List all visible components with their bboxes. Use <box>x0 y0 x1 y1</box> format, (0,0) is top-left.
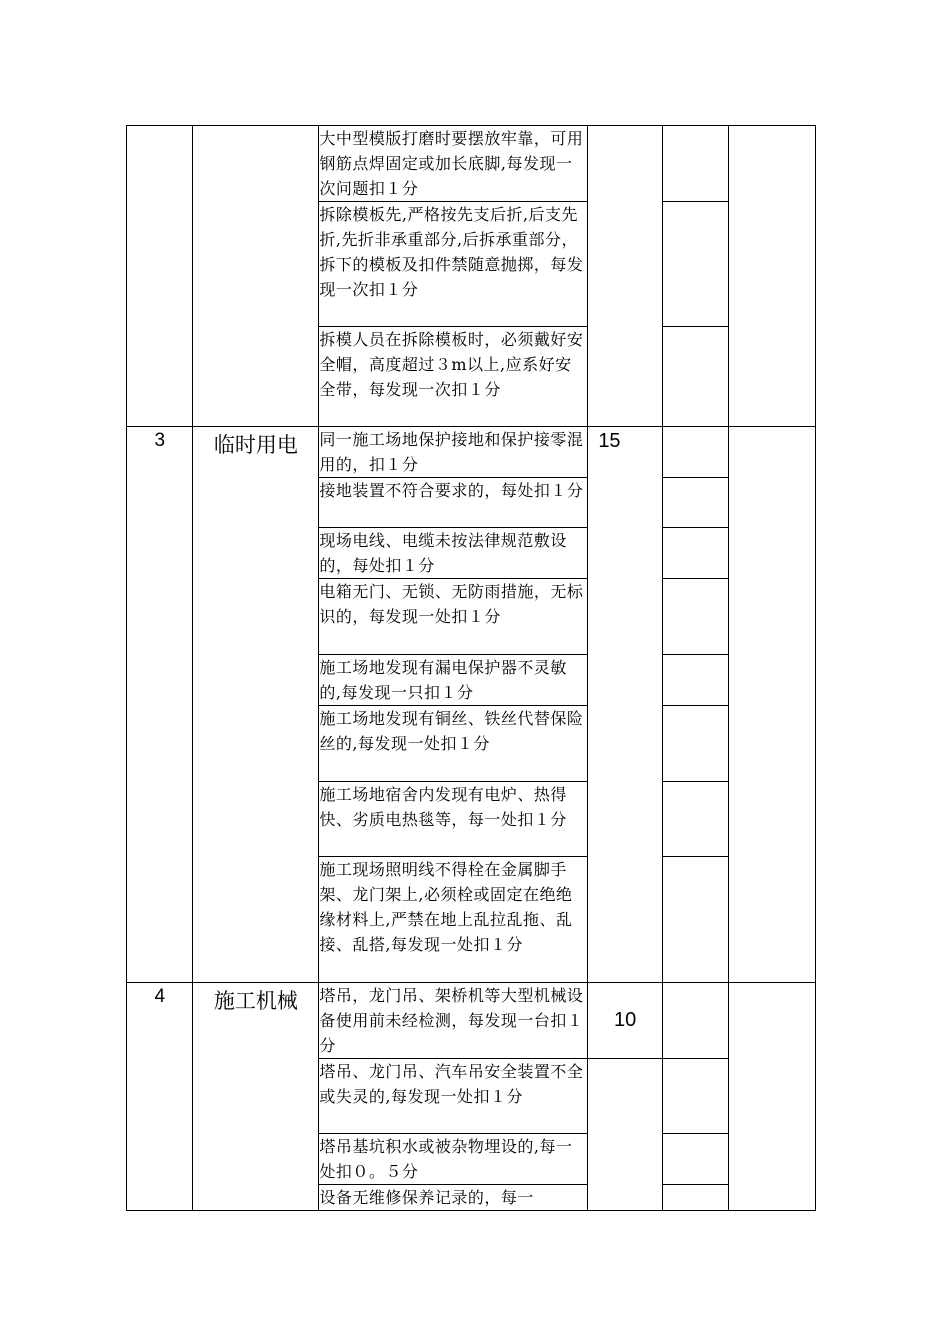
requirement-cell: 塔吊、龙门吊、汽车吊安全装置不全或失灵的,每发现一处扣１分 <box>319 1059 588 1134</box>
deduction-cell <box>662 528 728 579</box>
requirement-cell: 同一施工场地保护接地和保护接零混用的，扣１分 <box>319 427 588 478</box>
deduction-cell <box>662 857 728 983</box>
deduction-cell <box>662 655 728 706</box>
item-number-cell: 3 <box>127 427 193 983</box>
deduction-cell <box>662 579 728 655</box>
deduction-cell <box>662 782 728 857</box>
requirement-cell: 设备无维修保养记录的，每一 <box>319 1185 588 1211</box>
safety-inspection-table <box>126 125 816 1211</box>
actual-score-cell <box>729 126 816 427</box>
item-name-cell: 临时用电 <box>193 427 319 983</box>
requirement-cell: 塔吊，龙门吊、架桥机等大型机械设备使用前未经检测，每发现一台扣１分 <box>319 983 588 1059</box>
table-row <box>127 126 816 202</box>
requirement-cell: 电箱无门、无锁、无防雨措施，无标识的，每发现一处扣１分 <box>319 579 588 655</box>
score-cell-blank <box>588 1059 663 1211</box>
table-row <box>127 983 816 1059</box>
deduction-cell <box>662 478 728 528</box>
requirement-cell: 施工现场照明线不得栓在金属脚手架、龙门架上,必须栓或固定在绝绝缘材料上,严禁在地上乱拉乱拖、乱接、乱搭,每发现一处扣１分 <box>319 857 588 983</box>
actual-score-cell <box>729 427 816 983</box>
score-cell: 15 <box>588 427 663 983</box>
requirement-cell: 塔吊基坑积水或被杂物埋设的,每一处扣０。５分 <box>319 1134 588 1185</box>
deduction-cell <box>662 126 728 202</box>
deduction-cell <box>662 427 728 478</box>
requirement-cell: 拆除模板先,严格按先支后折,后支先折,先折非承重部分,后拆承重部分，拆下的模板及扣件禁随意抛掷，每发现一次扣１分 <box>319 202 588 327</box>
requirement-cell: 现场电线、电缆未按法律规范敷设的，每处扣１分 <box>319 528 588 579</box>
deduction-cell <box>662 1185 728 1211</box>
deduction-cell <box>662 202 728 327</box>
requirement-cell: 接地装置不符合要求的，每处扣１分 <box>319 478 588 528</box>
item-number-cell: 4 <box>127 983 193 1211</box>
deduction-cell <box>662 1134 728 1185</box>
deduction-cell <box>662 706 728 782</box>
item-name-cell: 施工机械 <box>193 983 319 1211</box>
deduction-cell <box>662 1059 728 1134</box>
requirement-cell: 施工场地宿舍内发现有电炉、热得快、劣质电热毯等，每一处扣１分 <box>319 782 588 857</box>
item-name-cell <box>193 126 319 427</box>
table-row <box>127 427 816 478</box>
requirement-cell: 施工场地发现有铜丝、铁丝代替保险丝的,每发现一处扣１分 <box>319 706 588 782</box>
deduction-cell <box>662 327 728 427</box>
requirement-cell: 施工场地发现有漏电保护器不灵敏的,每发现一只扣１分 <box>319 655 588 706</box>
score-cell: 10 <box>588 983 663 1059</box>
deduction-cell <box>662 983 728 1059</box>
requirement-cell: 大中型模版打磨时要摆放牢靠，可用钢筋点焊固定或加长底脚,每发现一次问题扣１分 <box>319 126 588 202</box>
item-number-cell <box>127 126 193 427</box>
score-cell <box>588 126 663 427</box>
actual-score-cell <box>729 983 816 1211</box>
requirement-cell: 拆模人员在拆除模板时，必须戴好安全帽，高度超过３m以上,应系好安全带，每发现一次扣１分 <box>319 327 588 427</box>
